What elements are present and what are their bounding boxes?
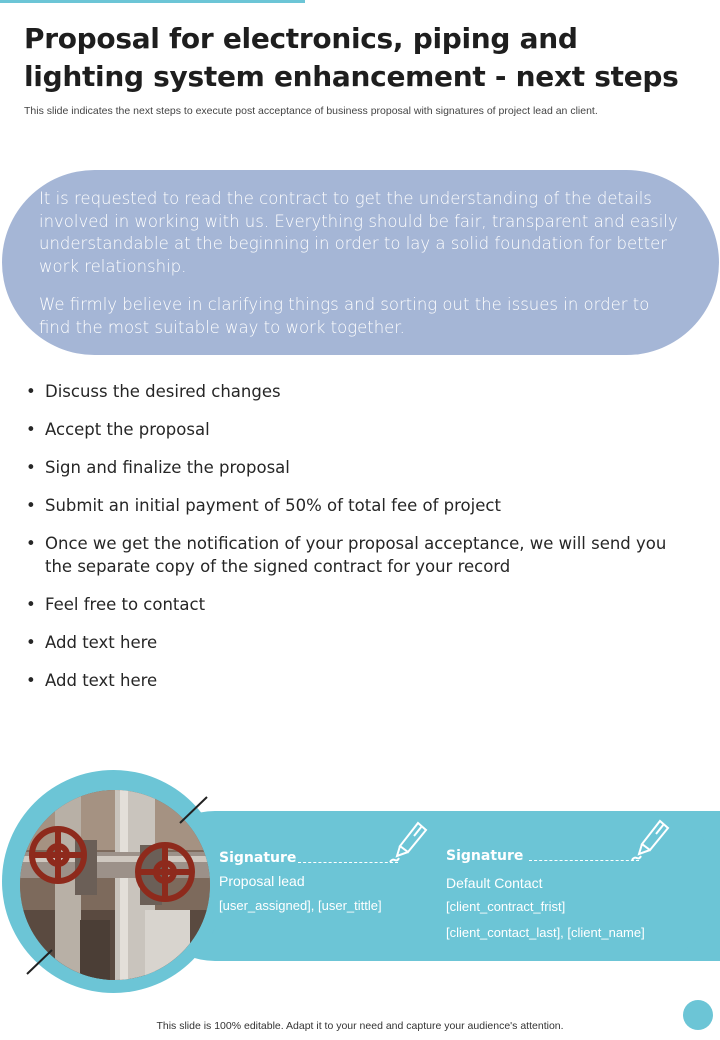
signer-role: Default Contact <box>446 875 543 891</box>
page-title: Proposal for electronics, piping and lighting system enhancement - next steps <box>24 22 679 93</box>
bullet-icon: • <box>26 496 36 515</box>
list-item <box>22 594 682 617</box>
page-subtitle: This slide indicates the next steps to execute post acceptance of business proposal with signatures of project lead an client. <box>24 105 598 117</box>
top-accent-rule <box>0 0 305 3</box>
step-text: Submit an initial payment of 50% of total fee of project <box>45 496 501 515</box>
signature-block-client <box>446 848 645 942</box>
signature-block-lead <box>219 850 398 915</box>
bullet-icon: • <box>26 458 36 477</box>
step-text: Feel free to contact <box>45 594 206 614</box>
corner-decoration-dot <box>683 1000 713 1030</box>
bullet-icon: • <box>26 534 36 553</box>
pipe-valves-illustration <box>20 790 210 980</box>
bullet-icon: • <box>26 420 36 439</box>
pen-icon <box>630 818 672 863</box>
list-item <box>22 457 682 480</box>
footer-note: This slide is 100% editable. Adapt it to your need and capture your audience's attention. <box>156 1020 564 1032</box>
intro-panel <box>2 170 719 355</box>
step-text: Sign and finalize the proposal <box>45 458 290 477</box>
signature-line <box>298 862 398 863</box>
signature-heading: Signature <box>219 850 297 866</box>
step-text: Once we get the notification of your proposal acceptance, we will send you the separate copy of the signed contract for your record <box>45 534 667 576</box>
step-text: Add text here <box>45 670 158 690</box>
signature-line <box>529 860 639 861</box>
bullet-icon: • <box>26 382 36 401</box>
signer-detail-1: [client_contract_frist] <box>446 899 566 914</box>
next-steps-list <box>22 381 682 708</box>
list-item <box>22 495 682 518</box>
step-text: Add text here <box>45 632 158 652</box>
bullet-icon: • <box>26 632 36 652</box>
pen-icon <box>388 820 430 865</box>
list-item <box>22 533 682 578</box>
list-item <box>22 419 682 442</box>
pipe-valves-photo <box>20 790 210 980</box>
intro-paragraph-2: We firmly believe in clarifying things and sorting out the issues in order to find the most suitable way to work together. <box>39 295 650 337</box>
bullet-icon: • <box>26 594 36 614</box>
list-item <box>22 632 682 655</box>
list-item <box>22 670 682 693</box>
intro-paragraph-1: It is requested to read the contract to get the understanding of the details involved in working with us. Everything should be fair, transparent and easily understandable at the beginning in order to lay a solid foundation for better work relationship. <box>39 189 678 276</box>
step-text: Accept the proposal <box>45 420 210 439</box>
step-text: Discuss the desired changes <box>45 382 281 401</box>
signature-heading: Signature <box>446 848 524 864</box>
signer-role: Proposal lead <box>219 873 305 889</box>
signer-detail-2: [client_contact_last], [client_name] <box>446 925 645 940</box>
bullet-icon: • <box>26 670 36 690</box>
signer-details: [user_assigned], [user_tittle] <box>219 898 382 913</box>
list-item <box>22 381 682 404</box>
